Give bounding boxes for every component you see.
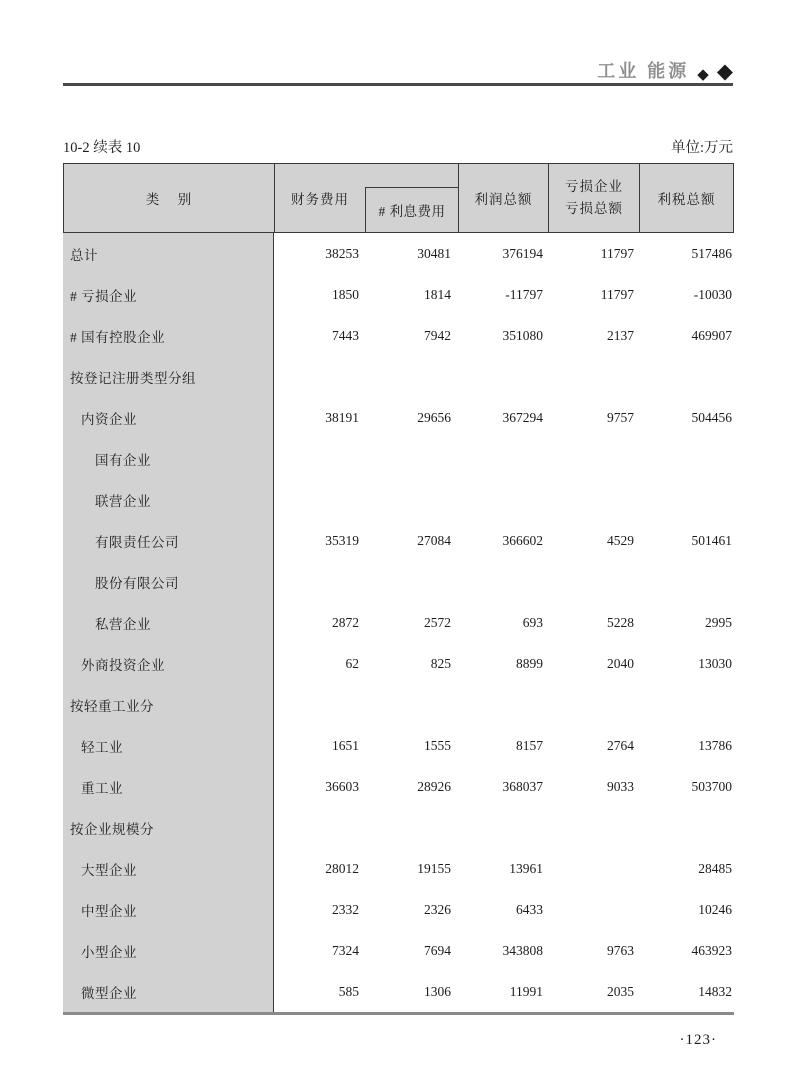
cell-value: 1555 (424, 737, 451, 753)
header-total-profit: 利润总额 (458, 164, 548, 232)
cell-value: 585 (338, 983, 359, 999)
cell-value: 14832 (698, 983, 732, 999)
cell-value: 503700 (691, 778, 732, 794)
table-row (63, 930, 734, 971)
header-category: 类 别 (145, 192, 193, 207)
caption-row (63, 136, 733, 157)
cell-value: 27084 (417, 532, 451, 548)
cell-value: 7324 (332, 942, 359, 958)
row-label: 按企业规模分 (63, 807, 274, 848)
header-loss-enterprises (548, 164, 639, 232)
row-label: 总计 (63, 233, 274, 274)
cell-value: 2572 (424, 614, 451, 630)
cell-value: 11797 (600, 245, 634, 261)
cell-value (638, 356, 734, 397)
table-row (63, 315, 734, 356)
interest-expense-subcell: # 利息费用 (365, 187, 458, 232)
cell-value: 9033 (607, 778, 634, 794)
row-label: 中型企业 (63, 889, 274, 930)
cell-value: 7942 (424, 327, 451, 343)
cell-value: 2040 (607, 655, 634, 671)
cell-value: 30481 (417, 245, 451, 261)
cell-value (547, 479, 638, 520)
cell-value: 825 (430, 655, 451, 671)
table-row (63, 766, 734, 807)
cell-value: 517486 (691, 245, 732, 261)
table-row (63, 438, 734, 479)
cell-value: 368037 (502, 778, 543, 794)
row-label: 小型企业 (63, 930, 274, 971)
cell-value: 10246 (698, 901, 732, 917)
table-header (63, 163, 734, 233)
cell-value (274, 479, 363, 520)
cell-value (547, 684, 638, 725)
cell-value: 28926 (417, 778, 451, 794)
cell-value (363, 356, 457, 397)
cell-value (547, 438, 638, 479)
table-row (63, 561, 734, 602)
cell-value: 2035 (607, 983, 634, 999)
row-label: 按轻重工业分 (63, 684, 274, 725)
cell-value (274, 807, 363, 848)
diamond-large-icon: ◆ (716, 59, 733, 83)
table-number: 10-2 续表 10 (63, 140, 141, 156)
row-label: # 亏损企业 (63, 274, 274, 315)
table-row (63, 602, 734, 643)
cell-value: 11991 (509, 983, 543, 999)
finance-expense-label: 财务费用 (291, 192, 349, 207)
row-label: 外商投资企业 (63, 643, 274, 684)
table-body (63, 233, 734, 1015)
cell-value: 13030 (698, 655, 732, 671)
row-label: 有限责任公司 (63, 520, 274, 561)
data-table (63, 163, 734, 1015)
table-row (63, 520, 734, 561)
cell-value: 6433 (516, 901, 543, 917)
cell-value: -10030 (693, 286, 732, 302)
cell-value: 5228 (607, 614, 634, 630)
cell-value: 463923 (691, 942, 732, 958)
cell-value: 38253 (325, 245, 359, 261)
cell-value (638, 684, 734, 725)
cell-value (274, 438, 363, 479)
cell-value (638, 807, 734, 848)
cell-value: 2137 (607, 327, 634, 343)
cell-value: 7443 (332, 327, 359, 343)
cell-value (363, 561, 457, 602)
cell-value: 36603 (325, 778, 359, 794)
row-label: 股份有限公司 (63, 561, 274, 602)
cell-value (638, 561, 734, 602)
table-row (63, 889, 734, 930)
cell-value: 2995 (705, 614, 732, 630)
cell-value (547, 561, 638, 602)
cell-value: 351080 (502, 327, 543, 343)
table-row (63, 397, 734, 438)
table-row (63, 807, 734, 848)
cell-value (547, 807, 638, 848)
cell-value: 366602 (502, 532, 543, 548)
cell-value: 7694 (424, 942, 451, 958)
cell-value: 35319 (325, 532, 359, 548)
table-row (63, 643, 734, 684)
cell-value: 504456 (691, 409, 732, 425)
table-row (63, 848, 734, 889)
cell-value (457, 479, 547, 520)
cell-value: 1306 (424, 983, 451, 999)
table-row (63, 274, 734, 315)
header-profit-and-tax: 利税总额 (639, 164, 733, 232)
cell-value (274, 561, 363, 602)
cell-value (457, 356, 547, 397)
diamond-small-icon: ◆ (697, 65, 709, 83)
cell-value: 62 (345, 655, 359, 671)
cell-value: 28485 (698, 860, 732, 876)
cell-value: 13961 (509, 860, 543, 876)
cell-value: 13786 (698, 737, 732, 753)
row-label: 联营企业 (63, 479, 274, 520)
page-footer (63, 1032, 733, 1049)
cell-value: 1850 (332, 286, 359, 302)
cell-value: 11797 (600, 286, 634, 302)
cell-value (363, 479, 457, 520)
row-label: 国有企业 (63, 438, 274, 479)
row-label: 按登记注册类型分组 (63, 356, 274, 397)
cell-value (363, 807, 457, 848)
masthead (63, 50, 733, 82)
cell-value (547, 848, 638, 889)
cell-value (457, 561, 547, 602)
section-title: 工业 能源 (597, 61, 690, 81)
cell-value: 28012 (325, 860, 359, 876)
cell-value: 8899 (516, 655, 543, 671)
table-row (63, 233, 734, 274)
unit-label: 单位:万元 (670, 140, 733, 156)
row-label: 轻工业 (63, 725, 274, 766)
table-row (63, 356, 734, 397)
cell-value (547, 889, 638, 930)
cell-value: 38191 (325, 409, 359, 425)
row-label: 内资企业 (63, 397, 274, 438)
cell-value: 2872 (332, 614, 359, 630)
cell-value (274, 356, 363, 397)
cell-value (363, 438, 457, 479)
header-finance-expense (274, 164, 458, 232)
cell-value: 1814 (424, 286, 451, 302)
cell-value (638, 479, 734, 520)
cell-value (638, 438, 734, 479)
cell-value (547, 356, 638, 397)
cell-value: 501461 (691, 532, 732, 548)
cell-value (457, 684, 547, 725)
loss-line2: 亏损总额 (565, 201, 623, 216)
cell-value: 693 (522, 614, 543, 630)
cell-value: 343808 (502, 942, 543, 958)
cell-value (457, 438, 547, 479)
cell-value (274, 684, 363, 725)
cell-value: 8157 (516, 737, 543, 753)
cell-value: -11797 (505, 286, 543, 302)
cell-value: 29656 (417, 409, 451, 425)
cell-value: 469907 (691, 327, 732, 343)
table-row (63, 971, 734, 1012)
row-label: 微型企业 (63, 971, 274, 1012)
cell-value (363, 684, 457, 725)
cell-value: 9763 (607, 942, 634, 958)
cell-value: 19155 (417, 860, 451, 876)
cell-value (457, 807, 547, 848)
row-label: 重工业 (63, 766, 274, 807)
loss-line1: 亏损企业 (565, 178, 623, 194)
cell-value: 376194 (502, 245, 543, 261)
table-row (63, 725, 734, 766)
cell-value: 2326 (424, 901, 451, 917)
cell-value: 4529 (607, 532, 634, 548)
cell-value: 2332 (332, 901, 359, 917)
table-row (63, 684, 734, 725)
cell-value: 9757 (607, 409, 634, 425)
cell-value: 2764 (607, 737, 634, 753)
row-label: # 国有控股企业 (63, 315, 274, 356)
cell-value: 367294 (502, 409, 543, 425)
masthead-rule (63, 83, 733, 86)
row-label: 私营企业 (63, 602, 274, 643)
row-label: 大型企业 (63, 848, 274, 889)
page-number: ·123· (679, 1032, 717, 1048)
cell-value: 1651 (332, 737, 359, 753)
table-row (63, 479, 734, 520)
